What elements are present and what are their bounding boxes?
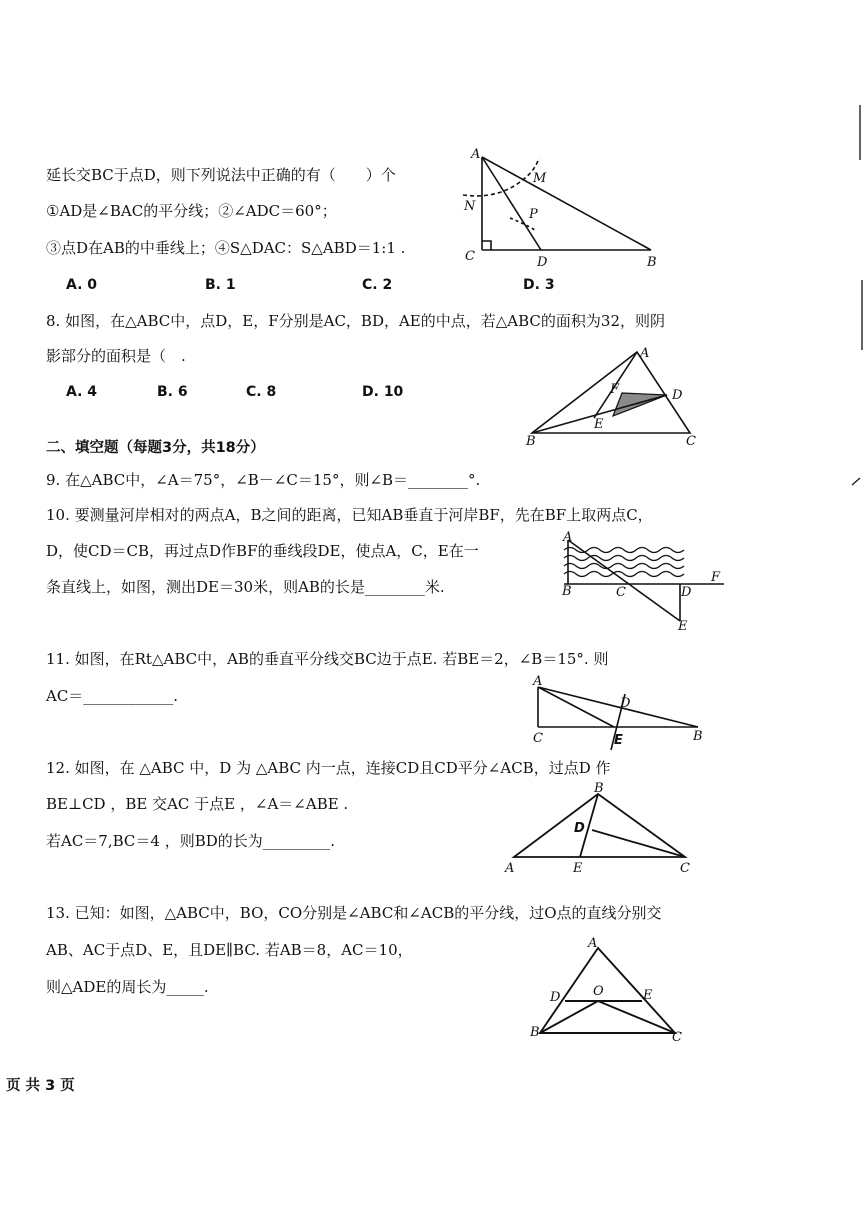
- q8-option-d: D. 10: [362, 384, 404, 400]
- q7-option-b: B. 1: [205, 277, 236, 293]
- q8-line2: 影部分的面积是（ .: [46, 347, 186, 365]
- q13-label-o: O: [593, 984, 604, 999]
- q10-line3: 条直线上，如图，测出DE＝30米，则AB的长是________米.: [46, 578, 445, 596]
- q7-label-b: B: [647, 255, 657, 270]
- q12-label-a: A: [505, 861, 515, 876]
- q13-line1: 13. 已知：如图，△ABC中，BO，CO分别是∠ABC和∠ACB的平分线，过O点的直线分别交: [46, 904, 662, 922]
- q7-label-p: P: [529, 207, 538, 222]
- q8-label-c: C: [686, 434, 696, 449]
- q13-line2: AB、AC于点D、E，且DE∥BC. 若AB＝8，AC＝10，: [46, 941, 413, 959]
- q11-label-d: D: [620, 696, 631, 711]
- q12-label-e: E: [573, 861, 583, 876]
- q12-label-b: B: [594, 781, 604, 796]
- scan-edge-artifact: [838, 100, 867, 520]
- q10-line2: D，使CD＝CB，再过点D作BF的垂线段DE，使点A，C，E在一: [46, 542, 479, 560]
- q12-line3: 若AC＝7,BC＝4 ，则BD的长为_________.: [46, 832, 336, 850]
- q8-label-d: D: [672, 388, 683, 403]
- q12-label-c: C: [680, 861, 690, 876]
- q7-label-d: D: [537, 255, 548, 270]
- q11-label-c: C: [533, 731, 543, 746]
- q10-label-f: F: [711, 570, 721, 585]
- q12-line1: 12. 如图，在 △ABC 中，D 为 △ABC 内一点，连接CD且CD平分∠ACB，过点D 作: [46, 759, 611, 777]
- q9-text: 9. 在△ABC中，∠A＝75°，∠B－∠C＝15°，则∠B＝________°.: [46, 471, 481, 489]
- q7-line2: ①AD是∠BAC的平分线；②∠ADC＝60°；: [46, 202, 337, 220]
- q13-label-a: A: [588, 936, 598, 951]
- q12-label-d: D: [574, 821, 585, 836]
- q8-option-c: C. 8: [246, 384, 277, 400]
- q8-figure: [522, 345, 707, 450]
- q7-option-c: C. 2: [362, 277, 393, 293]
- q10-figure: [556, 528, 731, 633]
- q8-label-f: F: [610, 382, 620, 397]
- page-footer: 页 共 3 页: [6, 1078, 75, 1094]
- q8-option-a: A. 4: [66, 384, 98, 400]
- q7-option-d: D. 3: [523, 277, 555, 293]
- q8-label-b: B: [526, 434, 536, 449]
- q8-line1: 8. 如图，在△ABC中，点D，E，F分别是AC，BD，AE的中点，若△ABC的面积为32，则阴: [46, 312, 665, 330]
- q8-option-b: B. 6: [157, 384, 188, 400]
- q7-figure: [455, 140, 675, 275]
- q11-figure: [528, 672, 713, 752]
- q13-label-b: B: [530, 1025, 540, 1040]
- q7-line3: ③点D在AB的中垂线上；④S△DAC：S△ABD＝1:1 .: [46, 239, 406, 257]
- section2-heading: 二、填空题（每题3分，共18分）: [46, 440, 265, 456]
- q7-label-m: M: [533, 171, 547, 186]
- q10-label-d: D: [681, 585, 692, 600]
- q7-line1: 延长交BC于点D，则下列说法中正确的有（ ）个: [46, 166, 396, 184]
- q7-label-a: A: [471, 147, 481, 162]
- q13-line3: 则△ADE的周长为_____.: [46, 978, 209, 996]
- q13-figure: [525, 933, 695, 1048]
- q10-line1: 10. 要测量河岸相对的两点A，B之间的距离，已知AB垂直于河岸BF，先在BF上取两点C，: [46, 506, 653, 524]
- q12-figure: [500, 780, 700, 878]
- q12-line2: BE⊥CD ，BE 交AC 于点E ，∠A＝∠ABE .: [46, 795, 349, 813]
- q13-label-d: D: [550, 990, 561, 1005]
- q10-label-c: C: [616, 585, 626, 600]
- q11-label-a: A: [533, 674, 543, 689]
- q7-option-a: A. 0: [66, 277, 98, 293]
- q11-label-b: B: [693, 729, 703, 744]
- q11-line1: 11. 如图，在Rt△ABC中，AB的垂直平分线交BC边于点E. 若BE＝2，∠B＝15°. 则: [46, 650, 609, 668]
- q10-label-b: B: [562, 584, 572, 599]
- q7-label-c: C: [465, 249, 475, 264]
- q13-label-e: E: [643, 988, 653, 1003]
- q11-label-e: E: [614, 733, 623, 748]
- q8-label-e: E: [594, 417, 604, 432]
- q11-line2: AC＝____________.: [46, 687, 179, 705]
- q13-label-c: C: [672, 1030, 682, 1045]
- q10-label-a: A: [563, 530, 573, 545]
- q7-label-n: N: [464, 199, 476, 214]
- q10-label-e: E: [678, 619, 688, 634]
- q8-label-a: A: [640, 346, 650, 361]
